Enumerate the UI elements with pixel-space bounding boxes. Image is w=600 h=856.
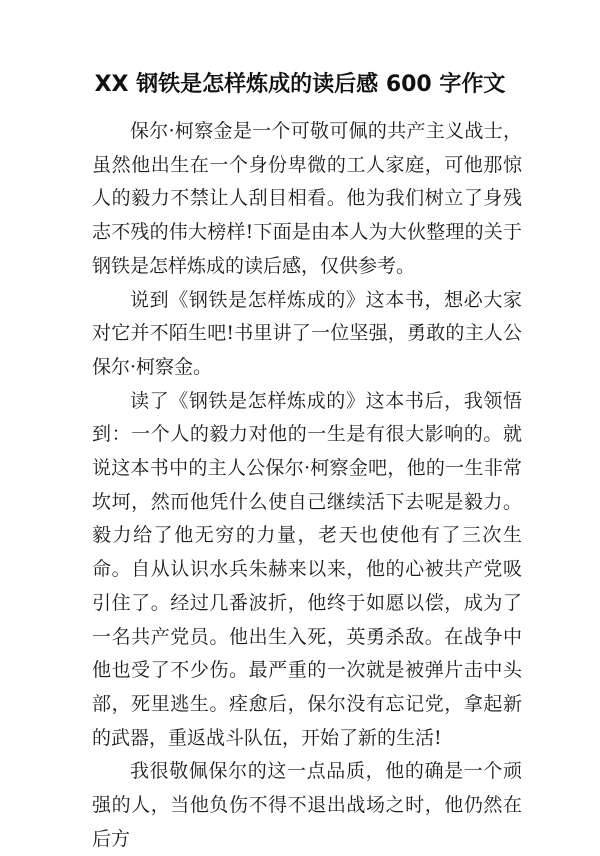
paragraph-reflection: 读了《钢铁是怎样炼成的》这本书后，我领悟到：一个人的毅力对他的一生是有很大影响的。就说这本书中的主人公保尔·柯察金吧，他的一生非常坎坷，然而他凭什么使自己继续活下去呢是毅力。毅力给了他无穷的力量，老天也使他有了三次生命。自从认识水兵朱赫来以来，他的心被共产党吸引住了。经过几番波折，他终于如愿以偿，成为了一名共产党员。他出生入死，英勇杀敌。在战争中他也受了不少伤。最严重的一次就是被弹片击中头部，死里逃生。痊愈后，保尔没有忘记党，拿起新的武器，重返战斗队伍，开始了新的生活! bbox=[92, 389, 522, 749]
document-title: XX 钢铁是怎样炼成的读后感 600 字作文 bbox=[94, 72, 506, 97]
paragraph-intro: 保尔·柯察金是一个可敬可佩的共产主义战士，虽然他出生在一个身份卑微的工人家庭，可他那惊人的毅力不禁让人刮目相看。他为我们树立了身残志不残的伟大榜样!下面是由本人为大伙整理的关于钢铁是怎样炼成的读后感，仅供参考。 bbox=[92, 120, 522, 277]
paragraph-admiration: 我很敬佩保尔的这一点品质，他的确是一个顽强的人，当他负伤不得不退出战场之时，他仍然在后方 bbox=[92, 760, 522, 850]
document-body bbox=[92, 115, 522, 856]
paragraph-book-intro: 说到《钢铁是怎样炼成的》这本书，想必大家对它并不陌生吧!书里讲了一位坚强，勇敢的主人公保尔·柯察金。 bbox=[92, 288, 522, 378]
